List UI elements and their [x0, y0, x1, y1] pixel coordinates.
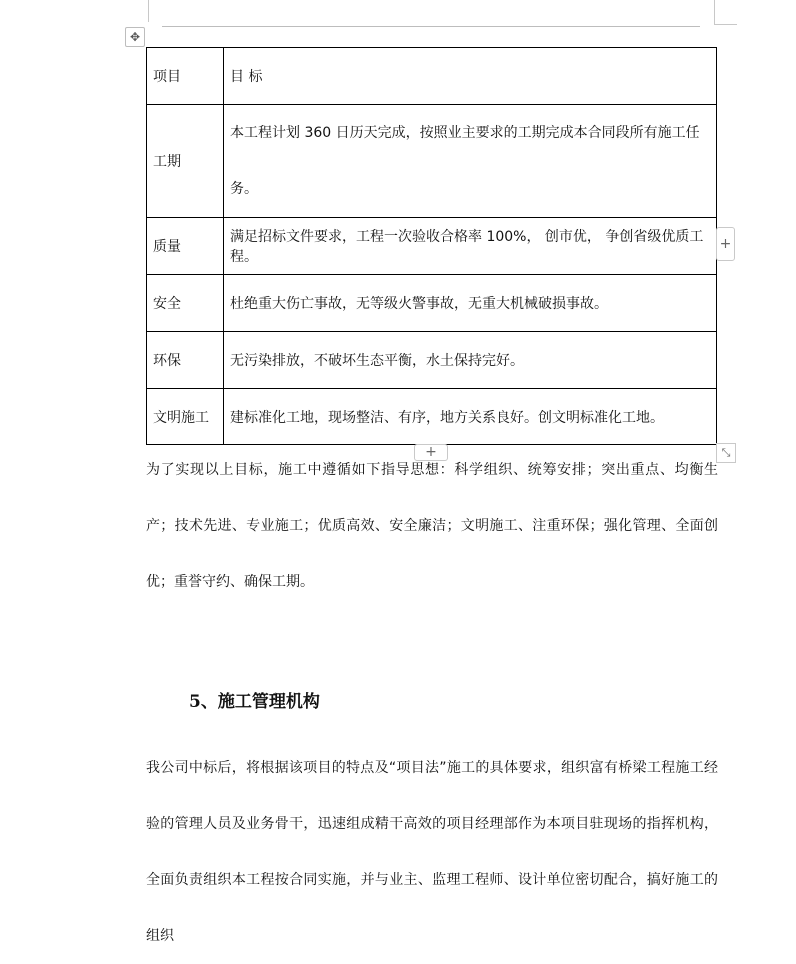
- table-row: [147, 218, 717, 275]
- table-cell-label[interactable]: 环保: [147, 332, 224, 389]
- goals-table: [146, 47, 717, 445]
- table-row: [147, 105, 717, 218]
- table-cell-label[interactable]: 质量: [147, 218, 224, 275]
- table-cell-value[interactable]: 满足招标文件要求，工程一次验收合格率 100%， 创市优， 争创省级优质工程。: [224, 218, 717, 275]
- table-cell-label[interactable]: 文明施工: [147, 389, 224, 445]
- move-arrows-icon[interactable]: ✥: [125, 27, 145, 47]
- table-cell-value[interactable]: 目 标: [224, 48, 717, 105]
- table-cell-label[interactable]: 工期: [147, 105, 224, 218]
- page-corner-mark-right: [714, 0, 737, 25]
- table-cell-value[interactable]: 建标准化工地，现场整洁、有序，地方关系良好。创文明标准化工地。: [224, 389, 717, 445]
- body-paragraph: 为了实现以上目标，施工中遵循如下指导思想：科学组织、统筹安排；突出重点、均衡生产；技术先进、专业施工；优质高效、安全廉洁；文明施工、注重环保；强化管理、全面创优；重誉守约、确保工期。: [146, 462, 718, 590]
- page-corner-mark-left: [148, 0, 149, 22]
- section-heading: 5、施工管理机构: [189, 692, 320, 712]
- table-cell-value[interactable]: 无污染排放，不破坏生态平衡，水土保持完好。: [224, 332, 717, 389]
- body-paragraph: 我公司中标后，将根据该项目的特点及“项目法”施工的具体要求，组织富有桥梁工程施工经验的管理人员及业务骨干，迅速组成精干高效的项目经理部作为本项目驻现场的指挥机构，全面负责组织本工程按合同实施，并与业主、监理工程师、设计单位密切配合，搞好施工的组织: [146, 760, 718, 944]
- table-row: [147, 48, 717, 105]
- diagonal-resize-icon[interactable]: ⤡: [716, 443, 736, 463]
- add-column-button[interactable]: [716, 227, 735, 261]
- table-cell-value[interactable]: 杜绝重大伤亡事故，无等级火警事故，无重大机械破损事故。: [224, 275, 717, 332]
- plus-icon: +: [719, 236, 732, 252]
- table-cell-value[interactable]: 本工程计划 360 日历天完成，按照业主要求的工期完成本合同段所有施工任务。: [224, 105, 717, 218]
- table-row: [147, 332, 717, 389]
- table-cell-label[interactable]: 安全: [147, 275, 224, 332]
- header-rule: [162, 26, 700, 27]
- plus-icon: +: [425, 444, 437, 460]
- table-row: [147, 275, 717, 332]
- table-row: [147, 389, 717, 445]
- table-cell-label[interactable]: 项目: [147, 48, 224, 105]
